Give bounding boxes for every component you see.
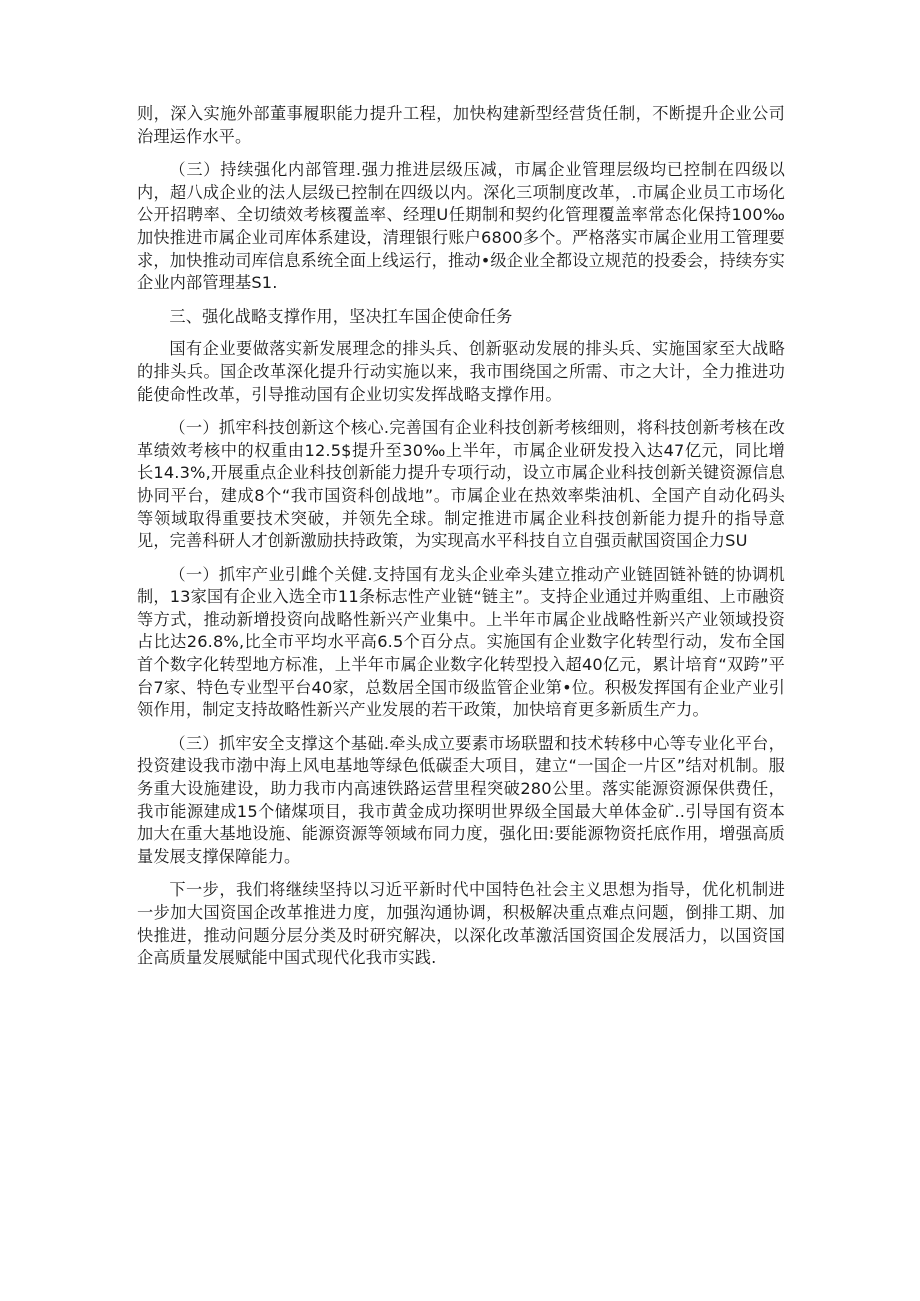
document-body	[137, 103, 785, 981]
section-heading-strategic-support: 三、强化战略支撑作用，坚决扛车国企使命任务	[169, 306, 513, 326]
paragraph-tech-innovation: （一）抓牢科技创新这个核心.完善国有企业科技创新考核细则，将科技创新考核在改革绩效考核中的权重由12.5$提升至30‰上半年，市属企业研发投入达47亿元，同比增长14.3%,开展重点企业科技创新能力提升专项行动，设立市属企业科技创新关键资源信息协同平台，建成8个“我市国资科创战地”。市属企业在热效率柴油机、全国产自动化码头等领域取得重要技术突破，并领先全球。制定推进市属企业科技创新能力提升的指导意见，完善科研人才创新激励扶持政策，为实现高水平科技自立自强贡献国资国企力SU	[137, 418, 785, 551]
paragraph-section-intro: 国有企业要做落实新发展理念的排头兵、创新驱动发展的排头兵、实施国家至大战略的排头兵。国企改革深化提升行动实施以来，我市围绕国之所需、市之大计，全力推进功能使命性改革，引导推动国有企业切实发挥战略支撑作用。	[137, 339, 785, 404]
paragraph-internal-management: （三）持续强化内部管理.强力推进层级压减，市属企业管理层级均已控制在四级以内，超八成企业的法人层级已控制在四级以内。深化三项制度改革，.市属企业员工市场化公开招聘率、全切绩效考核覆盖率、经理U任期制和契约化管理覆盖率常态化保持100‰加快推进市属企业司库体系建设，清理银行账户6800多个。严格落实市属企业用工管理要求，加快推动司库信息系统全面上线运行，推动•级企业全都设立规范的投委会，持续夯实企业内部管理基S1.	[137, 160, 785, 293]
paragraph-industry-lead: （一）抓牢产业引雌个关健.支持国有龙头企业牵头建立推动产业链固链补链的协调机制，13家国有企业入选全市11条标志性产业链“链主”。支持企业通过并购重组、上市融资等方式，推动新增投资向战略性新兴产业集中。上半年市属企业战略性新兴产业领域投资占比达26.8%,比全市平均水平高6.5个百分点。实施国有企业数字化转型行动，发布全国首个数字化转型地方标准，上半年市属企业数字化转型投入超40亿元，累计培育“双跨”平台7家、特色专业型平台40家，总数居全国市级监管企业第•位。积极发挥国有企业产业引领作用，制定支持故略性新兴产业发展的若干政策，加快培育更多新质生产力。	[137, 564, 785, 720]
paragraph-security-support: （三）抓牢安全支撑这个基础.牵头成立要素市场联盟和技术转移中心等专业化平台，投资建设我市渤中海上风电基地等绿色低碳歪大项目，建立“一国企一片区”结对机制。服务重大设施建设，助力我市内高速铁路运营里程突破280公里。落实能源资源保供费任，我市能源建成15个储煤项目，我市黄金成功探明世界级全国最大单体金矿..引导国有资本加大在重大基地设施、能源资源等领域布同力度，强化田:要能源物资托底作用，增强高质量发展支撑保障能力。	[137, 733, 785, 866]
paragraph-governance-continuation: 则，深入实施外部董事履职能力提升工程，加快构建新型经营货任制，不断提升企业公司治理运作水平。	[137, 104, 785, 146]
paragraph-next-steps: 下一步，我们将继续坚持以习近平新时代中国特色社会主义思想为指导，优化机制进一步加大国资国企改革推进力度，加强沟通协调，积极解决重点难点问题，倒排工期、加快推进，推动问题分层分类及时研究解决，以深化改革激活国资国企发展活力，以国资国企高质量发展赋能中国式现代化我市实践.	[137, 880, 785, 968]
